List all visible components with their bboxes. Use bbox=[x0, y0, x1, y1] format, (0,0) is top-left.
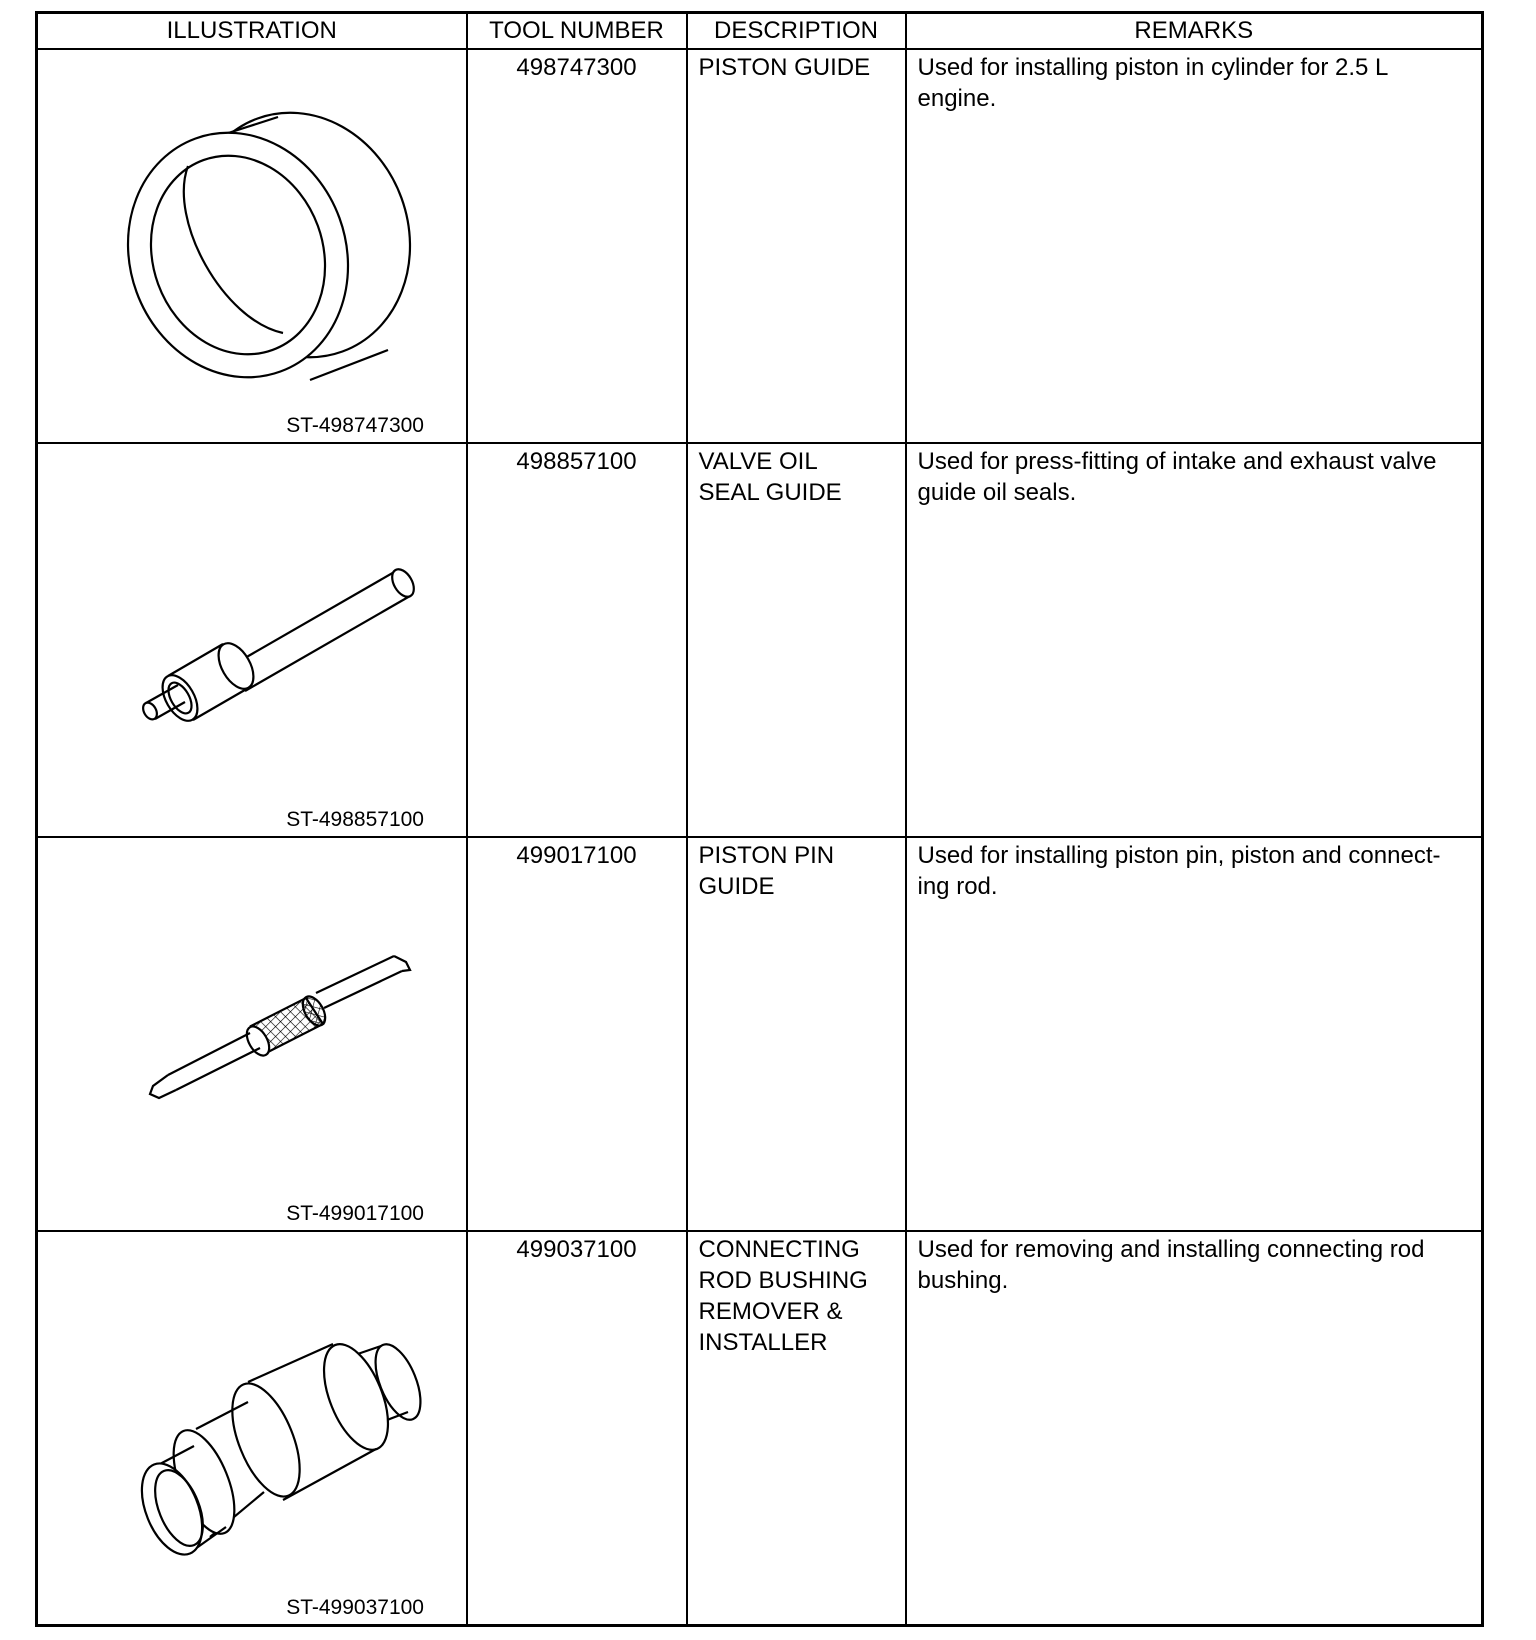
valve-oil-seal-guide-icon bbox=[38, 444, 468, 836]
description-line: INSTALLER bbox=[698, 1329, 828, 1356]
tool-number-cell: 499037100 bbox=[467, 1231, 687, 1626]
description-line: VALVE OIL bbox=[698, 448, 818, 475]
description-line: ROD BUSHING bbox=[698, 1267, 868, 1294]
figure-code: ST-498857100 bbox=[286, 808, 424, 831]
description-cell bbox=[687, 443, 906, 837]
table-row bbox=[37, 1231, 1483, 1626]
header-illustration: ILLUSTRATION bbox=[37, 13, 467, 50]
header-remarks: REMARKS bbox=[906, 13, 1483, 50]
tool-number-cell: 498857100 bbox=[467, 443, 687, 837]
illustration-cell bbox=[37, 443, 467, 837]
description-line: SEAL GUIDE bbox=[698, 479, 842, 506]
remarks-cell: Used for removing and installing connecting rod bushing. bbox=[906, 1231, 1483, 1626]
header-description: DESCRIPTION bbox=[687, 13, 906, 50]
remarks-cell: Used for installing piston in cylinder for 2.5 L engine. bbox=[906, 49, 1483, 443]
description-line: PISTON PIN bbox=[698, 842, 835, 869]
description-line: CONNECTING bbox=[698, 1236, 860, 1263]
tool-number-cell: 498747300 bbox=[467, 49, 687, 443]
figure-code: ST-499017100 bbox=[286, 1202, 424, 1225]
table-row bbox=[37, 443, 1483, 837]
tool-number-cell: 499017100 bbox=[467, 837, 687, 1231]
description-cell bbox=[687, 837, 906, 1231]
table-row bbox=[37, 837, 1483, 1231]
piston-guide-ring-icon bbox=[38, 50, 468, 442]
illustration-cell bbox=[37, 837, 467, 1231]
piston-pin-guide-icon bbox=[38, 838, 468, 1230]
rod-bushing-tool-icon bbox=[38, 1232, 468, 1624]
table-row bbox=[37, 49, 1483, 443]
illustration-cell bbox=[37, 1231, 467, 1626]
description-cell bbox=[687, 49, 906, 443]
header-row bbox=[37, 13, 1483, 50]
header-tool-number: TOOL NUMBER bbox=[467, 13, 687, 50]
description-line: GUIDE bbox=[698, 873, 775, 900]
remarks-cell: Used for installing piston pin, piston and connect-ing rod. bbox=[906, 837, 1483, 1231]
figure-code: ST-499037100 bbox=[286, 1596, 424, 1619]
description-cell bbox=[687, 1231, 906, 1626]
illustration-cell bbox=[37, 49, 467, 443]
remarks-cell: Used for press-fitting of intake and exhaust valve guide oil seals. bbox=[906, 443, 1483, 837]
description-line: PISTON GUIDE bbox=[698, 54, 871, 81]
description-line: REMOVER & bbox=[698, 1298, 843, 1325]
figure-code: ST-498747300 bbox=[286, 414, 424, 437]
special-tools-table bbox=[35, 11, 1484, 1627]
